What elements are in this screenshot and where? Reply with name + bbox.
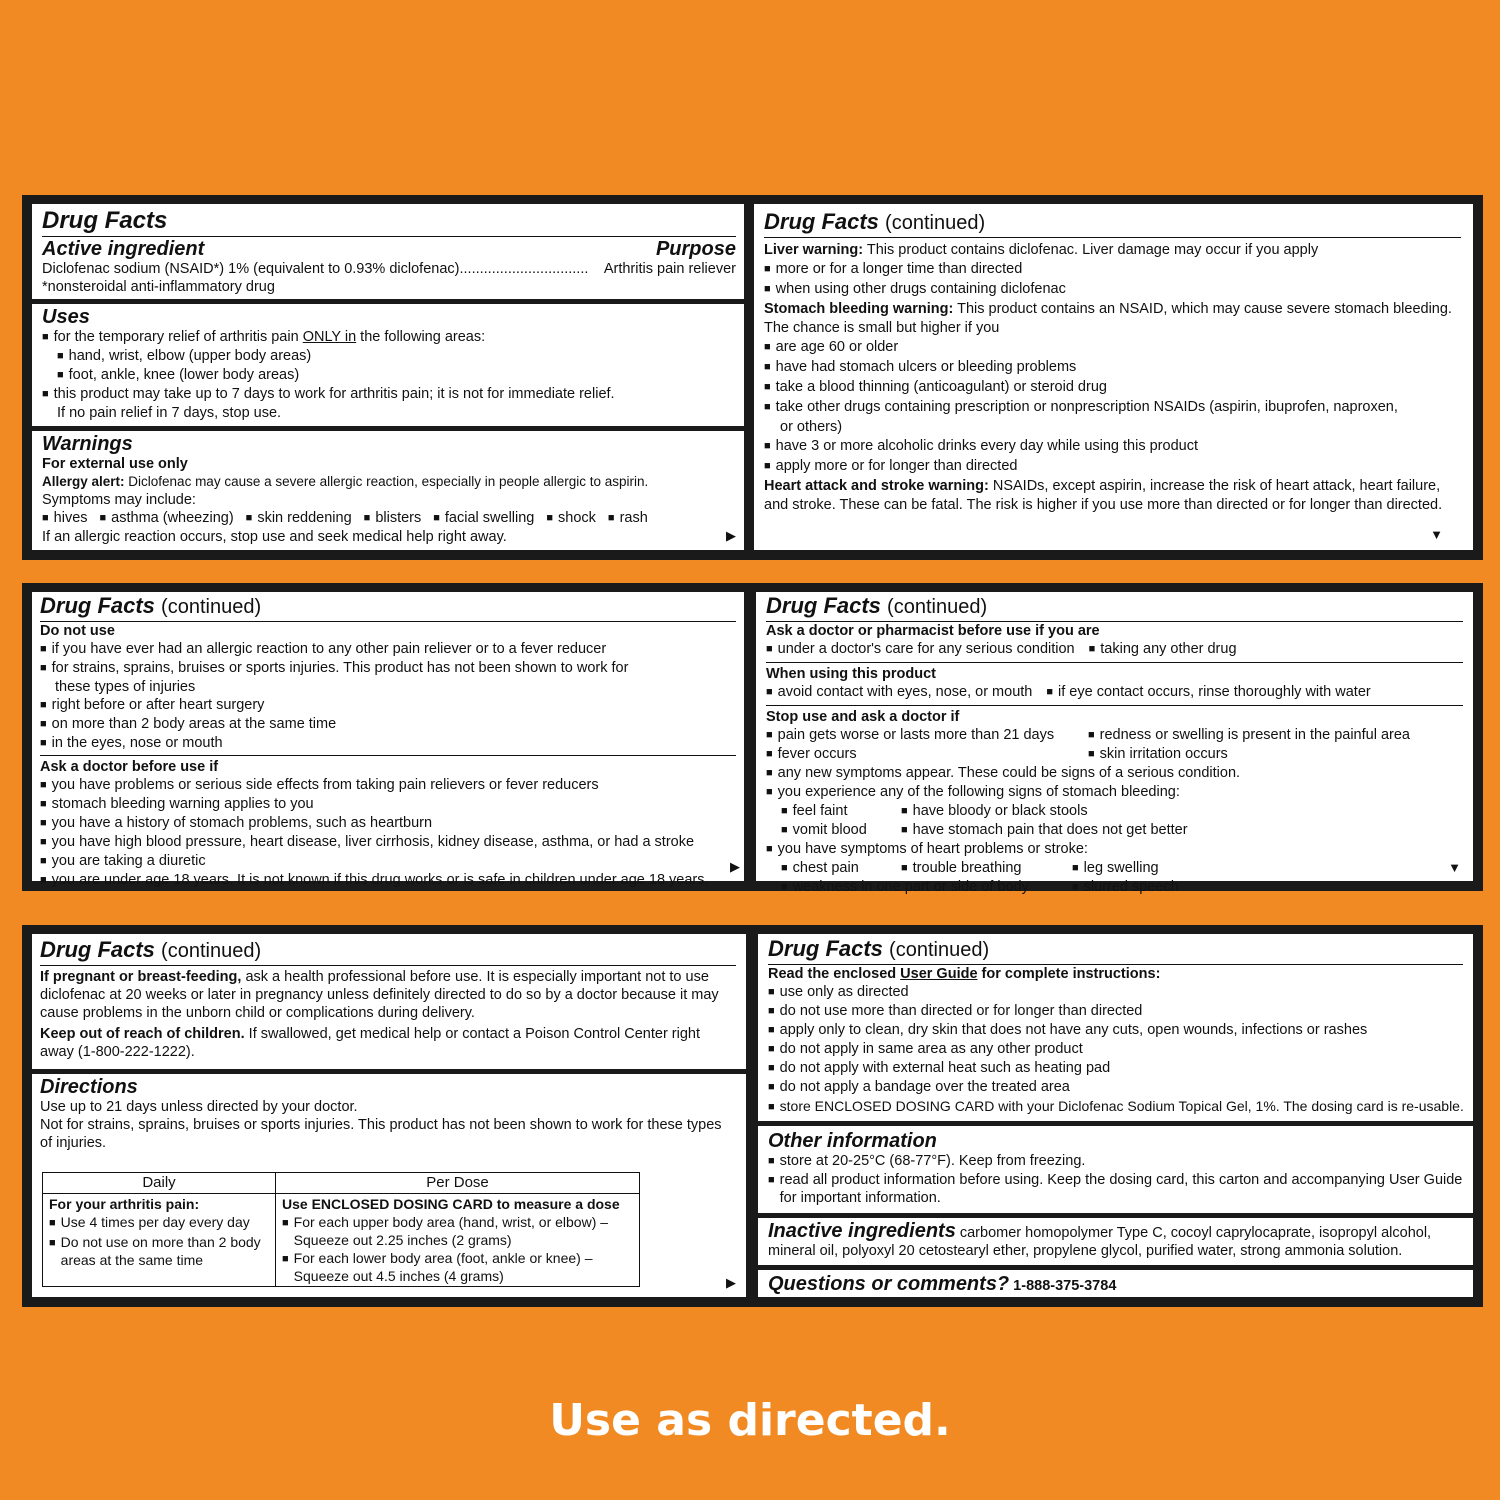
purpose-heading: Purpose bbox=[655, 238, 736, 260]
table-cell-per-dose: Use ENCLOSED DOSING CARD to measure a dose ■ For each upper body area (hand, wrist, or elbow) – Squeeze out 2.25 inches (2 grams) ■ For each lower body area (foot, ankle or knee) – Squeeze out 4.5 inches (4 grams) bbox=[276, 1194, 640, 1287]
drug-facts-panel-4 bbox=[754, 590, 1475, 895]
nsaid-footnote: *nonsteroidal anti-inflammatory drug bbox=[42, 279, 275, 295]
stop-use-heading: Stop use and ask a doctor if bbox=[766, 709, 960, 725]
directions-line: Not for strains, sprains, bruises or sports injuries. This product has not been shown to work for these types of injuries. bbox=[40, 1117, 722, 1151]
symptom-item: ■ facial swelling bbox=[433, 510, 534, 526]
when-using-items: ■ avoid contact with eyes, nose, or mouth■ if eye contact occurs, rinse thoroughly with water bbox=[766, 683, 1463, 702]
stomach-sign-row: ■ vomit blood ■ have stomach pain that does not get better bbox=[766, 821, 1463, 840]
stop-use-item: ■ any new symptoms appear. These could be signs of a serious condition. bbox=[766, 764, 1463, 783]
stomach-item: ■ take a blood thinning (anticoagulant) or steroid drug bbox=[764, 378, 1461, 397]
instruction-item: ■ do not apply a bandage over the treated area bbox=[768, 1078, 1473, 1097]
stomach-item: ■ apply more or for longer than directed bbox=[764, 457, 1461, 476]
symptom-item: ■ blisters bbox=[364, 510, 422, 526]
purpose-text: Arthritis pain reliever bbox=[603, 261, 736, 277]
drug-facts-continued-title: Drug Facts (continued) bbox=[40, 937, 262, 962]
do-not-use-item: ■ if you have ever had an allergic reaction to any other pain reliever or to a fever reducer bbox=[40, 640, 736, 659]
symptom-item: ■ asthma (wheezing) bbox=[100, 510, 234, 526]
uses-item-2: ■ this product may take up to 7 days to work for arthritis pain; it is not for immediate relief. bbox=[42, 385, 736, 404]
other-info-item: ■ store at 20-25°C (68-77°F). Keep from freezing. bbox=[768, 1152, 1463, 1171]
other-info-item: ■ read all product information before using. Keep the dosing card, this carton and accompanying User Guide for important information. bbox=[768, 1171, 1463, 1207]
stomach-sign-row: ■ feel faint ■ have bloody or black stools bbox=[766, 802, 1463, 821]
drug-facts-panel-3 bbox=[30, 590, 746, 888]
instruction-item: ■ do not apply in same area as any other product bbox=[768, 1040, 1473, 1059]
liver-warning: Liver warning: This product contains diclofenac. Liver damage may occur if you apply bbox=[764, 242, 1319, 258]
stop-use-item: ■ you have symptoms of heart problems or stroke: bbox=[766, 840, 1463, 859]
stomach-item: ■ take other drugs containing prescription or nonprescription NSAIDs (aspirin, ibuprofen, naproxen, bbox=[764, 398, 1461, 417]
instruction-item: ■ store ENCLOSED DOSING CARD with your Diclofenac Sodium Topical Gel, 1%. The dosing card is re-usable. bbox=[768, 1097, 1473, 1117]
drug-facts-continued-title: Drug Facts (continued) bbox=[766, 593, 988, 618]
dosing-table bbox=[42, 1172, 640, 1287]
allergy-action: If an allergic reaction occurs, stop use and seek medical help right away. bbox=[42, 529, 507, 545]
tagline: Use as directed. bbox=[549, 1395, 951, 1446]
questions-line: Questions or comments? 1-888-375-3784 bbox=[768, 1273, 1117, 1295]
symptom-item: ■ shock bbox=[546, 510, 596, 526]
do-not-use-item: ■ right before or after heart surgery bbox=[40, 696, 736, 715]
keep-out-of-reach: Keep out of reach of children. If swallowed, get medical help or contact a Poison Control Center right away (1-800-222-1222). bbox=[40, 1026, 701, 1060]
symptom-item: ■ skin reddening bbox=[246, 510, 352, 526]
stomach-warning-cont: The chance is small but higher if you bbox=[764, 320, 1000, 336]
table-cell-daily: For your arthritis pain: ■ Use 4 times per day every day ■ Do not use on more than 2 body areas at the same time bbox=[43, 1194, 276, 1287]
table-header-per-dose: Per Dose bbox=[276, 1173, 640, 1194]
do-not-use-item-cont: these types of injuries bbox=[55, 679, 196, 695]
drug-facts-continued-title: Drug Facts (continued) bbox=[764, 209, 986, 234]
read-user-guide: Read the enclosed User Guide for complete instructions: bbox=[768, 966, 1161, 982]
ask-pharmacist-heading: Ask a doctor or pharmacist before use if you are bbox=[766, 623, 1100, 639]
liver-item: ■ when using other drugs containing diclofenac bbox=[764, 280, 1461, 299]
ask-doctor-item: ■ you have a history of stomach problems, such as heartburn bbox=[40, 814, 736, 833]
instruction-item: ■ apply only to clean, dry skin that does not have any cuts, open wounds, infections or rashes bbox=[768, 1021, 1473, 1040]
drug-facts-continued-title: Drug Facts (continued) bbox=[40, 593, 262, 618]
uses-item-upper: ■ hand, wrist, elbow (upper body areas) bbox=[42, 347, 736, 366]
directions-heading: Directions bbox=[40, 1076, 138, 1098]
other-information-heading: Other information bbox=[768, 1130, 937, 1152]
instruction-item: ■ use only as directed bbox=[768, 983, 1473, 1002]
drug-facts-continued-title: Drug Facts (continued) bbox=[768, 936, 990, 961]
directions-line: Use up to 21 days unless directed by your doctor. bbox=[40, 1099, 358, 1115]
inactive-ingredients: Inactive ingredients carbomer homopolymer Type C, cocoyl caprylocaprate, isopropyl alcohol, mineral oil, polyoxyl 20 cetostearyl ether, propylene glycol, purified water, strong ammonia solution. bbox=[768, 1220, 1432, 1259]
allergy-alert: Allergy alert: Diclofenac may cause a severe allergic reaction, especially in people allergic to aspirin. bbox=[42, 474, 649, 489]
heart-sign-row: ■ weakness in one part or side of body ■ slurred speech bbox=[766, 878, 1463, 897]
drug-facts-title: Drug Facts bbox=[42, 207, 168, 234]
drug-facts-panel-5 bbox=[30, 932, 748, 1299]
ask-doctor-heading: Ask a doctor before use if bbox=[40, 759, 219, 775]
ask-doctor-item: ■ you are taking a diuretic bbox=[40, 852, 736, 871]
stomach-warning: Stomach bleeding warning: This product contains an NSAID, which may cause severe stomach bleeding. bbox=[764, 301, 1452, 317]
instruction-item: ■ do not use more than directed or for longer than directed bbox=[768, 1002, 1473, 1021]
instruction-item: ■ do not apply with external heat such as heating pad bbox=[768, 1059, 1473, 1078]
ask-doctor-item: ■ you have high blood pressure, heart disease, liver cirrhosis, kidney disease, asthma, or had a stroke bbox=[40, 833, 736, 852]
stop-use-row: ■ pain gets worse or lasts more than 21 days ■ redness or swelling is present in the painful area bbox=[766, 726, 1463, 745]
do-not-use-item: ■ on more than 2 body areas at the same time bbox=[40, 715, 736, 734]
liver-item: ■ more or for a longer time than directed bbox=[764, 260, 1461, 279]
uses-item-lower: ■ foot, ankle, knee (lower body areas) bbox=[42, 366, 736, 385]
continue-arrow-icon: ▶ bbox=[726, 528, 736, 543]
when-using-heading: When using this product bbox=[766, 666, 936, 682]
symptom-item: ■ rash bbox=[608, 510, 648, 526]
ask-doctor-item: ■ you are under age 18 years. It is not known if this drug works or is safe in children under age 18 years. bbox=[40, 871, 736, 890]
stomach-item-cont: or others) bbox=[780, 419, 843, 435]
symptoms-label: Symptoms may include: bbox=[42, 492, 196, 508]
continue-down-arrow-icon: ▼ bbox=[1430, 527, 1443, 542]
drug-facts-panel-6 bbox=[756, 932, 1475, 1299]
do-not-use-item: ■ for strains, sprains, bruises or sports injuries. This product has not been shown to work for bbox=[40, 659, 736, 678]
stomach-item: ■ have had stomach ulcers or bleeding problems bbox=[764, 358, 1461, 377]
ask-pharmacist-items: ■ under a doctor's care for any serious condition■ taking any other drug bbox=[766, 640, 1463, 659]
stomach-item: ■ are age 60 or older bbox=[764, 338, 1461, 357]
uses-item-1: ■ for the temporary relief of arthritis pain ONLY in the following areas: bbox=[42, 328, 736, 347]
do-not-use-heading: Do not use bbox=[40, 623, 115, 639]
pregnancy-warning: If pregnant or breast-feeding, ask a health professional before use. It is especially important not to use diclofenac at 20 weeks or later in pregnancy unless definitely directed to do so by a doctor because it may cause problems in the unborn child or complications during delivery. bbox=[40, 969, 719, 1021]
drug-facts-panel-2 bbox=[752, 202, 1475, 552]
heart-sign-row: ■ chest pain ■ trouble breathing ■ leg swelling bbox=[766, 859, 1463, 878]
external-use-line: For external use only bbox=[42, 456, 188, 472]
heart-warning-cont: and stroke. These can be fatal. The risk is higher if you use more than directed or for longer than directed. bbox=[764, 497, 1443, 513]
symptom-item: ■ hives bbox=[42, 510, 88, 526]
continue-down-arrow-icon: ▼ bbox=[1448, 860, 1461, 875]
continue-arrow-icon: ▶ bbox=[730, 859, 740, 874]
table-header-daily: Daily bbox=[43, 1173, 276, 1194]
do-not-use-item: ■ in the eyes, nose or mouth bbox=[40, 734, 736, 753]
uses-heading: Uses bbox=[42, 306, 90, 328]
symptom-list bbox=[42, 509, 736, 528]
active-ingredient-line: Diclofenac sodium (NSAID*) 1% (equivalent to 0.93% diclofenac)................................ bbox=[42, 261, 589, 277]
stop-use-item: ■ you experience any of the following signs of stomach bleeding: bbox=[766, 783, 1463, 802]
uses-item-2-cont: If no pain relief in 7 days, stop use. bbox=[57, 405, 282, 421]
active-ingredient-heading: Active ingredient bbox=[42, 238, 205, 260]
continue-arrow-icon: ▶ bbox=[726, 1275, 736, 1290]
ask-doctor-item: ■ stomach bleeding warning applies to you bbox=[40, 795, 736, 814]
stop-use-row: ■ fever occurs ■ skin irritation occurs bbox=[766, 745, 1463, 764]
stomach-item: ■ have 3 or more alcoholic drinks every day while using this product bbox=[764, 437, 1461, 456]
ask-doctor-item: ■ you have problems or serious side effects from taking pain relievers or fever reducers bbox=[40, 776, 736, 795]
drug-facts-panel-1 bbox=[30, 202, 746, 552]
warnings-heading: Warnings bbox=[42, 433, 133, 455]
heart-warning: Heart attack and stroke warning: NSAIDs, except aspirin, increase the risk of heart attack, heart failure, bbox=[764, 478, 1441, 494]
